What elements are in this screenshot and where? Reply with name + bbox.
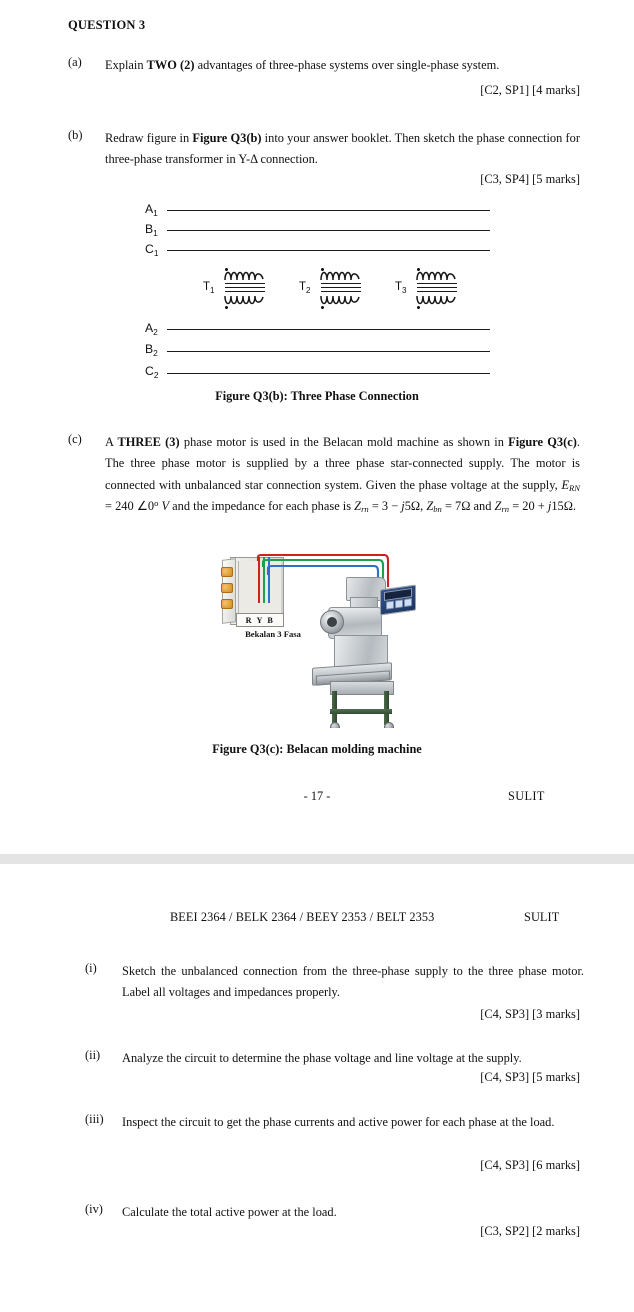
bus-label-c2: $C_2$ (145, 364, 159, 380)
machine-caster-left (330, 722, 340, 728)
machine-shelf (330, 709, 392, 714)
bus-label-a1: $A_1$ (145, 202, 158, 218)
part-a-text: Explain TWO (2) advantages of three-phase systems over single-phase system. (105, 58, 500, 72)
subpart-iv-label: (iv) (85, 1202, 103, 1216)
bus-line-a1 (167, 210, 490, 211)
control-button-1 (386, 601, 394, 610)
bus-line-b1 (167, 230, 490, 231)
exam-page-2 (0, 864, 634, 1312)
subpart-ii-label: (ii) (85, 1048, 101, 1062)
subpart-iii-text: Inspect the circuit to get the phase currents and active power for each phase at the load. (122, 1115, 555, 1129)
subpart-iii-label: (iii) (85, 1112, 104, 1126)
question-subpart-iv (85, 1202, 585, 1223)
part-a-marks: [C2, SP1] [4 marks] (480, 83, 580, 97)
page-title: QUESTION 3 (68, 18, 146, 32)
transformer-t2-label: $T_2$ (299, 281, 311, 295)
bus-line-a2 (167, 329, 490, 330)
transformer-t2-core-line-1 (321, 283, 361, 284)
question-subpart-ii (85, 1048, 585, 1069)
transformer-t2-primary-coil (319, 268, 371, 282)
machine-control-panel (380, 584, 416, 615)
bus-line-c1 (167, 250, 490, 251)
machine-leg-left (332, 691, 337, 725)
subpart-iv-text: Calculate the total active power at the load. (122, 1205, 337, 1219)
control-button-3 (404, 598, 412, 607)
subpart-iii-marks: [C4, SP3] [6 marks] (480, 1158, 580, 1172)
subpart-i-label: (i) (85, 961, 97, 975)
transformer-t3-secondary-coil (415, 294, 467, 308)
transformer-t2-core-line-2 (321, 287, 361, 288)
subpart-ii-marks: [C4, SP3] [5 marks] (480, 1070, 580, 1084)
transformer-t3-secondary-polarity-dot (417, 306, 420, 309)
subpart-i-text: Sketch the unbalanced connection from the three-phase supply to the three phase motor. Label all voltages and impedances properly. (122, 964, 584, 1000)
page-separator (0, 854, 634, 864)
control-button-2 (395, 599, 403, 608)
transformer-t1-secondary-coil (223, 294, 275, 308)
bus-label-b2: $B_2$ (145, 342, 158, 358)
transformer-t1-label: $T_1$ (203, 281, 215, 295)
part-b-text: Redraw figure in Figure Q3(b) into your answer booklet. Then sketch the phase connection for three-phase transformer in Y-Δ connection. (105, 131, 580, 167)
figure-q3b-caption: Figure Q3(b): Three Phase Connection (215, 389, 419, 403)
transformer-t3-core-line-2 (417, 287, 457, 288)
subpart-iv-marks: [C3, SP2] [2 marks] (480, 1224, 580, 1238)
phase-label-plate: R Y B (236, 613, 284, 627)
transformer-t1-core-line-1 (225, 283, 265, 284)
transformer-t2-core-line-3 (321, 291, 361, 292)
course-codes-header: BEEI 2364 / BELK 2364 / BEEY 2353 / BELT 2353 (170, 910, 435, 924)
subpart-i-marks: [C4, SP3] [3 marks] (480, 1007, 580, 1021)
bus-line-b2 (167, 351, 490, 352)
transformer-t3-core-line-3 (417, 291, 457, 292)
belacan-molding-machine (314, 577, 418, 727)
figure-q3c-photo (218, 553, 418, 728)
question-subpart-iii (85, 1112, 585, 1133)
bus-line-c2 (167, 373, 490, 374)
page2-classification: SULIT (524, 910, 560, 924)
page-number: - 17 - (303, 789, 331, 803)
question-part-c (68, 432, 580, 517)
transformer-t1-core-line-3 (225, 291, 265, 292)
transformer-t1-primary-coil (223, 268, 275, 282)
bus-label-a2: $A_2$ (145, 321, 158, 337)
transformer-t1-core-line-2 (225, 287, 265, 288)
transformer-t3-core-line-1 (417, 283, 457, 284)
machine-leg-right (384, 691, 389, 725)
part-c-label: (c) (68, 432, 82, 446)
page1-classification: SULIT (508, 789, 545, 803)
question-subpart-i (85, 961, 585, 1004)
figure-q3b-diagram (145, 200, 495, 385)
bus-label-c1: $C_1$ (145, 242, 159, 258)
part-b-label: (b) (68, 128, 83, 142)
part-b-marks: [C3, SP4] [5 marks] (480, 172, 580, 186)
supply-caption: Bekalan 3 Fasa (245, 629, 301, 639)
question-part-b (68, 128, 580, 171)
part-a-label: (a) (68, 55, 82, 69)
transformer-t2 (299, 268, 377, 312)
transformer-t3-label: $T_3$ (395, 281, 407, 295)
transformer-t3 (395, 268, 473, 312)
question-part-a (68, 55, 580, 76)
machine-caster-right (384, 722, 394, 728)
transformer-t1 (203, 268, 281, 312)
transformer-t1-secondary-polarity-dot (225, 306, 228, 309)
transformer-t2-secondary-polarity-dot (321, 306, 324, 309)
figure-q3c-caption: Figure Q3(c): Belacan molding machine (212, 742, 422, 756)
machine-handwheel (320, 610, 344, 634)
bus-label-b1: $B_1$ (145, 222, 158, 238)
part-c-text: A THREE (3) phase motor is used in the Belacan mold machine as shown in Figure Q3(c). The three phase motor is supplied by a three phase star-connected supply. The motor is connected with unbalanced star connection system. Given the phase voltage at the supply, $E_{RN} = 240$ ∠0$^o$ V and the impedance for each phase is $Z_{rn} = 3 - j5\Omega$, $Z_{bn} = 7\Omega$ and $Z_{rn} = 20 + j15\Omega$. (105, 435, 580, 514)
transformer-t2-secondary-coil (319, 294, 371, 308)
transformer-t3-primary-coil (415, 268, 467, 282)
subpart-ii-text: Analyze the circuit to determine the phase voltage and line voltage at the supply. (122, 1051, 522, 1065)
